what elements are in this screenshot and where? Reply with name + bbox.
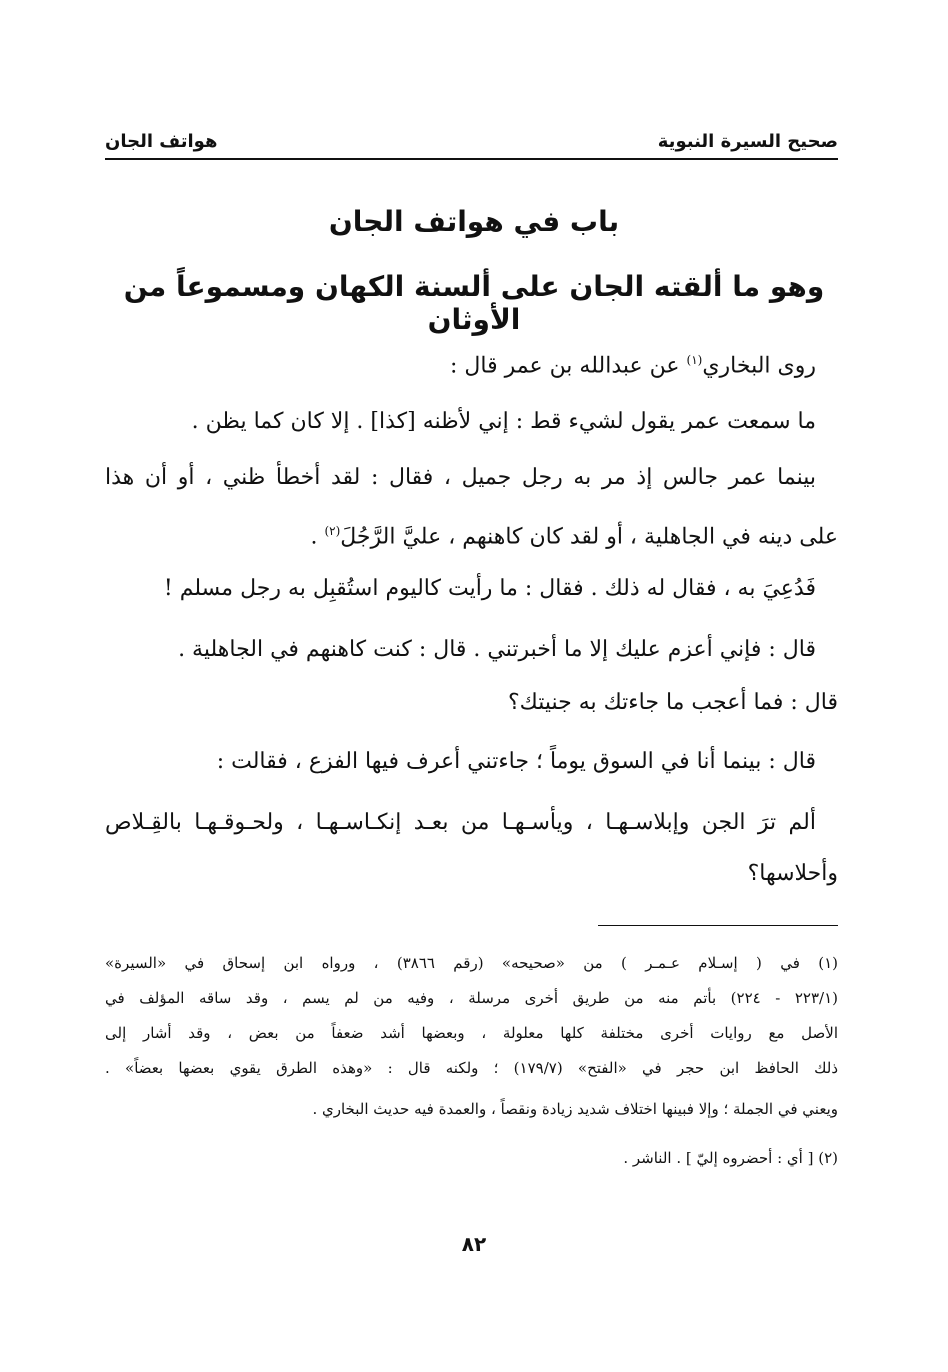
footnote-ref: (٢) — [324, 524, 341, 538]
footnote-line: ذلك الحافظ ابن حجر في «الفتح» (١٧٩/٧) ؛ ولكنه قال : «وهذه الطرق يقوي بعضها بعضاً» . — [105, 1059, 838, 1077]
body-line: على دينه في الجاهلية ، أو لقد كان كاهنهم ، عليَّ الرَّجُلَ$^{(٢)}$ . — [310, 524, 838, 550]
chapter-title: هواتف الجان — [105, 131, 218, 152]
footnote-line: ويعني في الجملة ؛ وإلا فبينها اختلاف شديد زيادة ونقصاً ، والعمدة فيه حديث البخاري . — [312, 1100, 838, 1118]
body-line: ما سمعت عمر يقول لشيء قط : إني لأظنه [كذا] . إلا كان كما يظن . — [191, 409, 816, 434]
page-number: ٨٢ — [461, 1232, 487, 1256]
chapter-subheading: وهو ما ألقته الجان على ألسنة الكهان ومسموعاً من الأوثان — [123, 270, 825, 336]
footnote-line: (٢) [ أي : أحضروه إليّ ] . الناشر . — [623, 1149, 838, 1167]
footnote-ref: (١) — [686, 353, 703, 367]
body-line: قال : بينما أنا في السوق يوماً ؛ جاءتني أعرف فيها الفزع ، فقالت : — [216, 749, 816, 774]
chapter-heading: باب في هواتف الجان — [328, 205, 620, 238]
body-line: فَدُعِيَ به ، فقال له ذلك . فقال : ما رأيت كاليوم استُقبِل به رجل مسلم ! — [163, 576, 816, 601]
running-header — [105, 118, 838, 160]
book-title: صحيح السيرة النبوية — [657, 131, 838, 152]
body-line: وأحلاسها؟ — [747, 861, 838, 886]
body-line: قال : فإني أعزم عليك إلا ما أخبرتني . قال : كنت كاهنهم في الجاهلية . — [178, 637, 816, 662]
body-line: قال : فما أعجب ما جاءتك به جنيتك؟ — [508, 690, 838, 715]
body-line: ألم ترَ الجن وإبلاسـهـا ، ويأسـهـا من بعـد إنكـاسـهـا ، ولحـوقـهـا بالقِـلاص — [105, 810, 816, 835]
footnote-line: الأصل مع روايات أخرى مختلفة كلها معلولة ، وبعضها أشد ضعفاً من بعض ، وقد أشار إلى — [105, 1024, 838, 1042]
body-line: روى البخاري$^{(١)}$ عن عبدالله بن عمر قال : — [449, 353, 816, 379]
footnote-line: (١) في ( إسـلام عـمـر ) من «صحيحه» (رقم ٣٨٦٦) ، ورواه ابن إسحاق في «السيرة» — [105, 954, 838, 972]
footnote-separator — [598, 925, 838, 926]
body-line: بينما عمر جالس إذ مر به رجل جميل ، فقال : لقد أخطأ ظني ، أو أن هذا — [105, 465, 816, 490]
footnote-line: (٢٢٣/١ - ٢٢٤) بأتم منه من طريق أخرى مرسلة ، وفيه من لم يسم ، وقد ساقه المؤلف في — [105, 989, 838, 1007]
